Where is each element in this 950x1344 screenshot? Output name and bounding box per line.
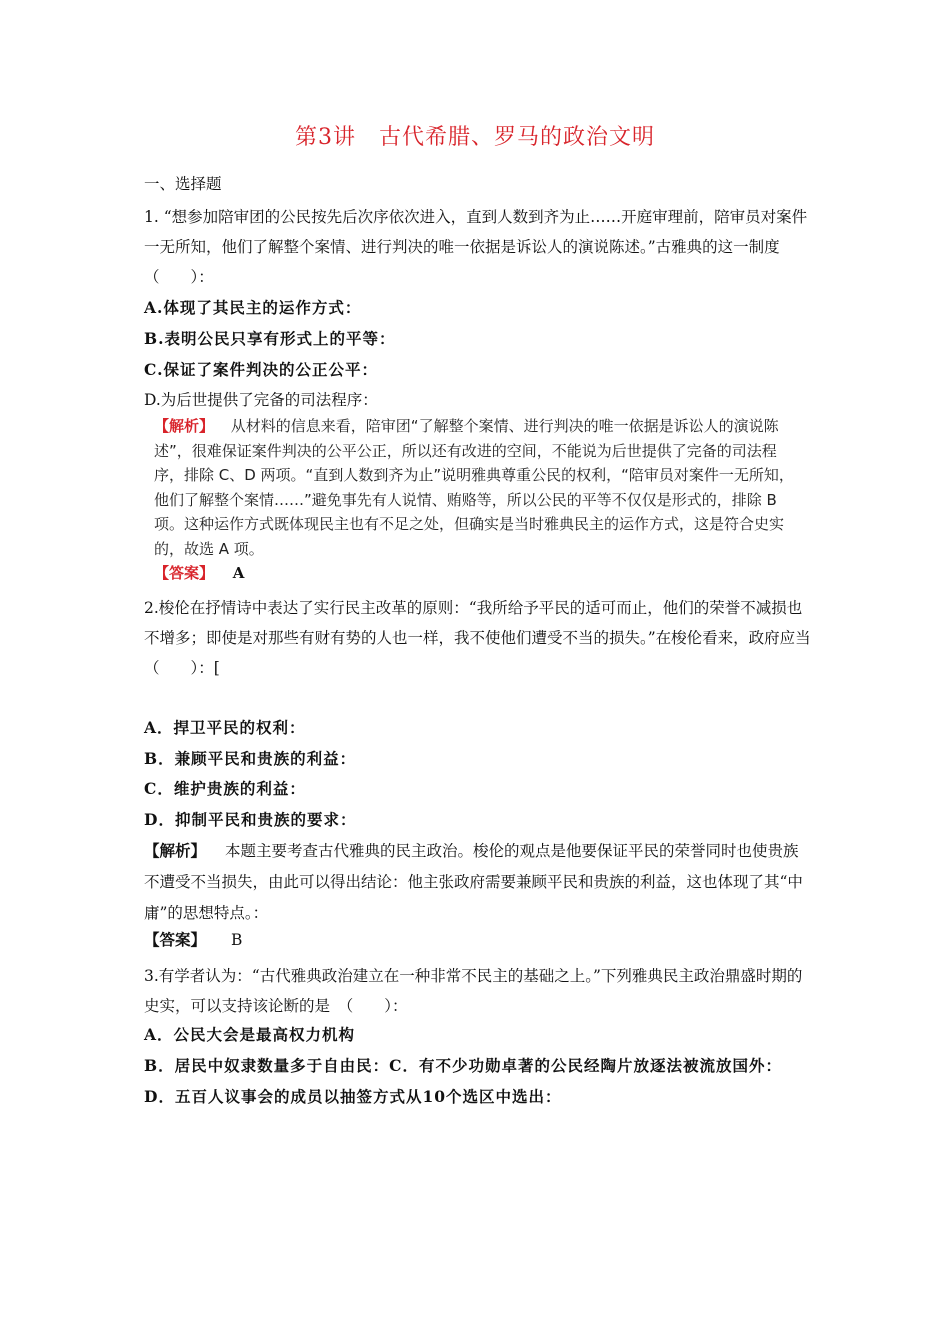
q3-option-b-c: B．居民中奴隶数量多于自由民：C．有不少功勋卓著的公民经陶片放逐法被流放国外：: [144, 1056, 782, 1075]
q1-option-d: D.为后世提供了完备的司法程序：: [144, 391, 378, 409]
section-heading: 一、选择题: [144, 175, 222, 193]
q1-answer-tag: 【答案】: [154, 564, 215, 582]
q2-answer: [144, 930, 242, 950]
q2-analysis-text: 本题主要考查古代雅典的民主政治。梭伦的观点是他要保证平民的荣誉同时也使贵族不遭受不当损失，由此可以得出结论：他主张政府需要兼顾平民和贵族的利益，这也体现了其“中庸”的思想特点。：: [144, 842, 803, 922]
q1-analysis-tag: 【解析】: [154, 417, 215, 435]
question-2-stem: 2.梭伦在抒情诗中表达了实行民主改革的原则：“我所给予平民的适可而止，他们的荣誉不减损也不增多；即使是对那些有财有势的人也一样，我不使他们遭受不当的损失。”在梭伦看来，政府应当 （ ）：[: [144, 599, 827, 677]
q1-answer-value: A: [232, 564, 245, 582]
q2-analysis: [144, 835, 812, 929]
q2-option-b: B．兼顾平民和贵族的利益：: [144, 749, 357, 768]
q2-option-a: A．捍卫平民的权利：: [144, 718, 306, 737]
q1-analysis-text: 从材料的信息来看，陪审团“了解整个案情、进行判决的唯一依据是诉讼人的演说陈述”，很难保证案件判决的公平公正，所以还有改进的空间，不能说为后世提供了完备的司法程序，排除 C、D 两项。“直到人数到齐为止”说明雅典尊重公民的权利，“陪审员对案件一无所知，他们了解整个案情……”避免事先有人说情、贿赂等，所以公民的平等不仅仅是形式的，排除 B 项。这种运作方式既体现民主也有不足之处，但确实是当时雅典民主的运作方式，这是符合史实的，故选 A 项。: [154, 417, 794, 558]
q2-option-d: D．抑制平民和贵族的要求：: [144, 810, 357, 829]
q1-answer: [154, 563, 244, 583]
q2-analysis-tag: 【解析】: [144, 841, 207, 860]
q2-answer-tag: 【答案】: [144, 930, 207, 949]
q3-option-a: A．公民大会是最高权力机构: [144, 1025, 356, 1044]
q2-option-c: C．维护贵族的利益：: [144, 779, 306, 798]
q3-option-d: D．五百人议事会的成员以抽签方式从10个选区中选出：: [144, 1087, 562, 1106]
question-3-stem: 3.有学者认为：“古代雅典政治建立在一种非常不民主的基础之上。”下列雅典民主政治鼎盛时期的史实，可以支持该论断的是 （ ）：: [144, 967, 803, 1015]
q1-option-a: A.体现了其民主的运作方式：: [144, 298, 362, 317]
q1-option-b: B.表明公民只享有形式上的平等：: [144, 329, 396, 348]
question-1-stem: 1. “想参加陪审团的公民按先后次序依次进入，直到人数到齐为止……开庭审理前，陪审员对案件一无所知，他们了解整个案情、进行判决的唯一依据是诉讼人的演说陈述。”古雅典的这一制度 （ ）：: [144, 208, 808, 286]
q1-analysis: [154, 414, 804, 561]
q2-answer-value: B: [230, 931, 243, 949]
page-title: 第3讲 古代希腊、罗马的政治文明: [295, 125, 655, 150]
q1-option-c: C.保证了案件判决的公正公平：: [144, 360, 378, 379]
